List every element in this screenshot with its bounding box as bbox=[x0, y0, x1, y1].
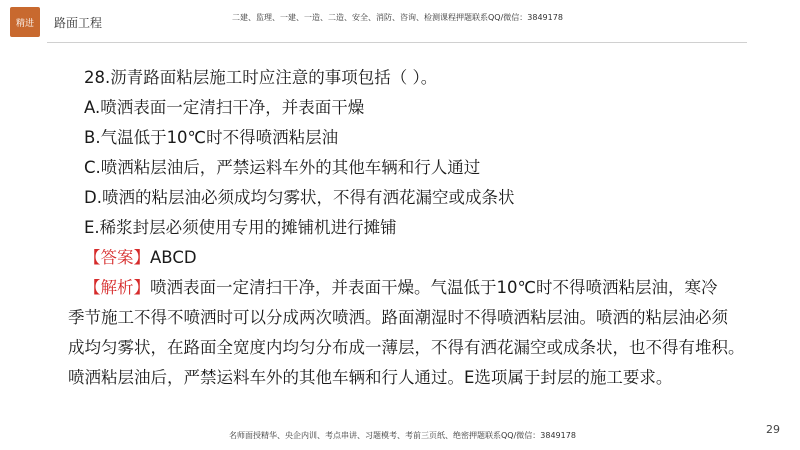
header-divider bbox=[47, 42, 747, 43]
question-content bbox=[68, 63, 774, 393]
header bbox=[0, 0, 800, 40]
page-number: 29 bbox=[766, 423, 780, 436]
explain-line-2: 季节施工不得不喷洒时可以分成两次喷洒。路面潮湿时不得喷洒粘层油。喷洒的粘层油必须 bbox=[68, 308, 728, 327]
brand-logo-text: 精进 bbox=[15, 18, 34, 29]
option-a: A.喷洒表面一定清扫干净，并表面干燥 bbox=[84, 98, 365, 117]
question-stem: 28.沥青路面粘层施工时应注意的事项包括（ ）。 bbox=[84, 68, 438, 87]
brand-logo bbox=[10, 7, 40, 37]
explain-label: 【解析】 bbox=[84, 278, 150, 297]
option-e: E.稀浆封层必须使用专用的摊铺机进行摊铺 bbox=[84, 218, 397, 237]
explain-line-3: 成均匀雾状，在路面全宽度内均匀分布成一薄层，不得有洒花漏空或成条状，也不得有堆积。 bbox=[68, 338, 745, 357]
bottom-ad-text: 名师面授精华、央企内训、考点串讲、习题模考、考前三页纸、绝密押题联系QQ/微信：3849178 bbox=[229, 431, 576, 440]
top-ad-text: 二建、监理、一建、一造、二造、安全、消防、咨询、检测课程押题联系QQ/微信：3849178 bbox=[232, 13, 563, 22]
option-b: B.气温低于10℃时不得喷洒粘层油 bbox=[84, 128, 339, 147]
option-d: D.喷洒的粘层油必须成均匀雾状，不得有洒花漏空或成条状 bbox=[84, 188, 515, 207]
answer-value: ABCD bbox=[150, 248, 197, 267]
answer-label: 【答案】 bbox=[84, 248, 150, 267]
explain-line-4: 喷洒粘层油后，严禁运料车外的其他车辆和行人通过。E选项属于封层的施工要求。 bbox=[68, 368, 673, 387]
option-c: C.喷洒粘层油后，严禁运料车外的其他车辆和行人通过 bbox=[84, 158, 481, 177]
explain-line-1 bbox=[84, 273, 774, 303]
answer-line bbox=[84, 243, 774, 273]
section-title: 路面工程 bbox=[54, 16, 103, 30]
explain-text-1: 喷洒表面一定清扫干净，并表面干燥。气温低于10℃时不得喷洒粘层油，寒冷 bbox=[150, 278, 718, 297]
